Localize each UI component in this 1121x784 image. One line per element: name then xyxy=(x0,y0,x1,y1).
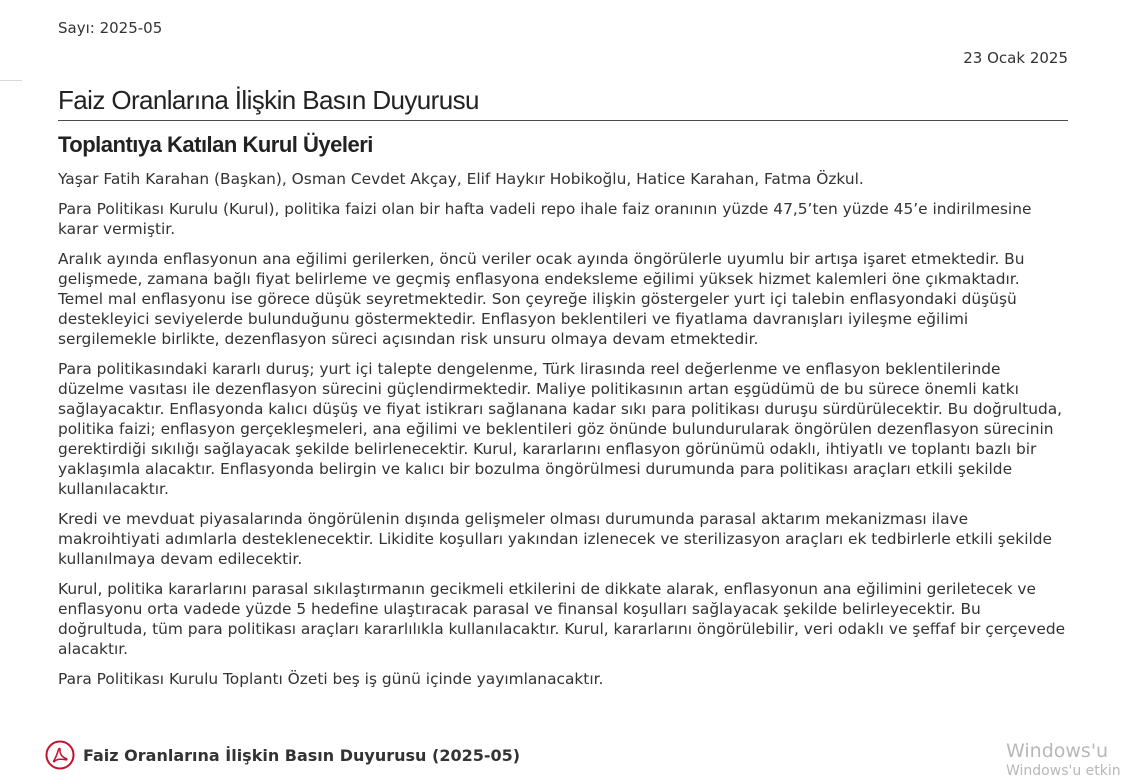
paragraph-summary-note: Para Politikası Kurulu Toplantı Özeti beş iş günü içinde yayımlanacaktır. xyxy=(58,670,604,688)
paragraph-decision: Para Politikası Kurulu (Kurul), politika faizi olan bir hafta vadeli repo ihale faiz oranının yüzde 47,5’ten yüzde 45’e indirilmesine karar vermiştir. xyxy=(58,200,1032,238)
attachment-label[interactable]: Faiz Oranlarına İlişkin Basın Duyurusu (2025-05) xyxy=(83,745,521,765)
members-heading: Toplantıya Katılan Kurul Üyeleri xyxy=(58,132,373,157)
paragraph-monetary-conditions: Kurul, politika kararlarını parasal sıkılaştırmanın gecikmeli etkilerini de dikkate alarak, enflasyonun ana eğilimini geriletecek ve enflasyonu orta vadede yüzde 5 hedefine ulaştıracak parasal ve finansal koşulları sağlayacak şekilde belirleyecektir. Bu doğrultuda, tüm para politikası araçları kararlılıkla kullanılacaktır. Kurul, kararlarını öngörülebilir, veri odaklı ve şeffaf bir çerçevede alacaktır. xyxy=(58,580,1066,658)
members-list: Yaşar Fatih Karahan (Başkan), Osman Cevdet Akçay, Elif Haykır Hobikoğlu, Hatice Karahan, Fatma Özkul. xyxy=(58,170,864,188)
paragraph-credit-markets: Kredi ve mevduat piyasalarında öngörülenin dışında gelişmeler olması durumunda parasal aktarım mekanizması ilave makroihtiyati adımlarla desteklenecektir. Likidite koşulları yakından izlenecek ve sterilizasyon araçları ek tedbirlerle etkili şekilde kullanılmaya devam edilecektir. xyxy=(58,510,1052,568)
release-date: 23 Ocak 2025 xyxy=(963,49,1068,67)
release-body xyxy=(58,169,1068,699)
pdf-attachment-link[interactable] xyxy=(45,740,520,770)
page-title: Faiz Oranlarına İlişkin Basın Duyurusu xyxy=(58,84,1068,121)
watermark-line-2: Windows'u etkin xyxy=(1006,763,1121,779)
watermark-line-1: Windows'u xyxy=(1006,740,1109,762)
windows-activation-watermark xyxy=(1006,740,1121,780)
paragraph-policy-stance: Para politikasındaki kararlı duruş; yurt içi talepte dengelenme, Türk lirasında reel değerlenme ve enflasyon beklentilerinde düzelme vasıtası ile dezenflasyon sürecini güçlendirmektedir. Maliye politikasının artan eşgüdümü de bu sürece önemli katkı sağlayacaktır. Enflasyonda kalıcı düşüş ve fiyat istikrarı sağlanana kadar sıkı para politikası duruşu sürdürülecektir. Bu doğrultuda, politika faizi; enflasyon gerçekleşmeleri, ana eğilimi ve beklentileri göz önünde bulundurularak öngörülen dezenflasyon sürecinin gerektirdiği sıkılığı sağlayacak şekilde belirlenecektir. Kurul, kararlarını enflasyon görünümü odaklı, ihtiyatlı ve toplantı bazlı bir yaklaşımla alacaktır. Enflasyonda belirgin ve kalıcı bir bozulma öngörülmesi durumunda para politikası araçları etkili şekilde kullanılacaktır. xyxy=(58,360,1063,498)
divider xyxy=(0,80,22,81)
issue-number: Sayı: 2025-05 xyxy=(58,19,163,37)
pdf-icon xyxy=(45,740,75,770)
paragraph-inflation: Aralık ayında enflasyonun ana eğilimi gerilerken, öncü veriler ocak ayında öngörülerle uyumlu bir artışa işaret etmektedir. Bu gelişmede, zamana bağlı fiyat belirleme ve geçmiş enflasyona endeksleme eğilimi yüksek hizmet kalemleri öne çıkmaktadır. Temel mal enflasyonu ise görece düşük seyretmektedir. Son çeyreğe ilişkin göstergeler yurt içi talebin enflasyondaki düşüşü destekleyici seviyelerde bulunduğunu göstermektedir. Enflasyon beklentileri ve fiyatlama davranışları iyileşme eğilimi sergilemekle birlikte, dezenflasyon süreci açısından risk unsuru olmaya devam etmektedir. xyxy=(58,250,1025,348)
